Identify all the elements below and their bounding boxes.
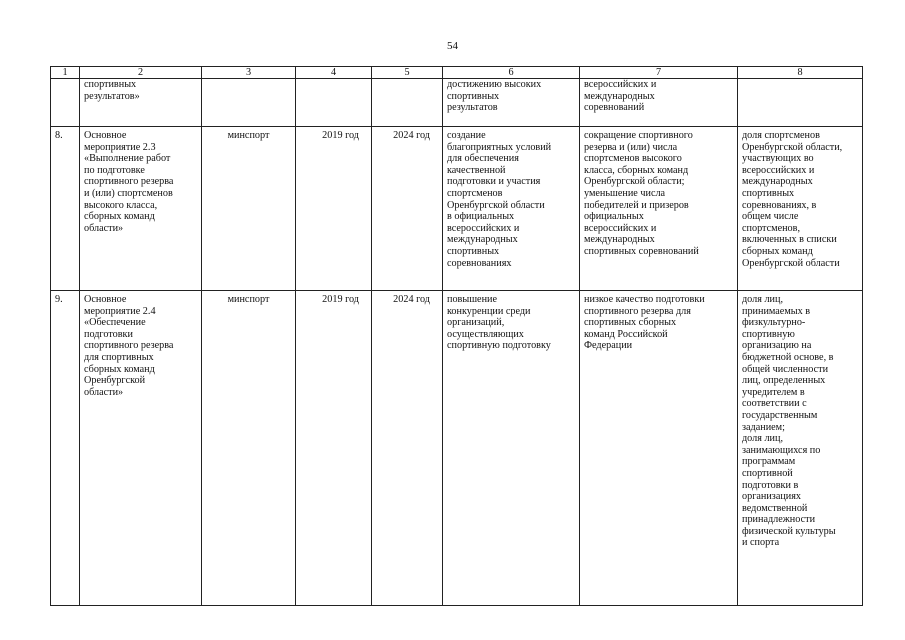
measures-table [50, 66, 863, 606]
executor [202, 79, 296, 127]
column-header-2: 2 [80, 67, 202, 79]
table-row [51, 127, 863, 291]
non-implementation-consequences: низкое качество подготовки спортивного резерва для спортивных сборных команд Российской Федерации [580, 291, 738, 606]
non-implementation-consequences: всероссийских и международных соревнований [580, 79, 738, 127]
start-year: 2019 год [296, 291, 372, 606]
non-implementation-consequences: сокращение спортивного резерва и (или) числа спортсменов высокого класса, сборных команд Оренбургской области; уменьшение числа победителей и призеров официальных всероссийских и международных спортивных соревнований [580, 127, 738, 291]
expected-result: повышение конкуренции среди организаций, осуществляющих спортивную подготовку [443, 291, 580, 606]
header-row [51, 67, 863, 79]
column-header-7: 7 [580, 67, 738, 79]
end-year: 2024 год [372, 127, 443, 291]
indicator: доля спортсменов Оренбургской области, участвующих во всероссийских и международных спортивных соревнованиях, в общем числе спортсменов, включенных в списки сборных команд Оренбургской области [738, 127, 863, 291]
column-header-5: 5 [372, 67, 443, 79]
indicator: доля лиц, принимаемых в физкультурно- спортивную организацию на бюджетной основе, в общей численности лиц, определенных учредителем в соответствии с государственным заданием; доля лиц, занимающихся по программам спортивной подготовки в организациях ведомственной принадлежности физической культуры и спорта [738, 291, 863, 606]
row-number: 9. [51, 291, 80, 606]
column-header-8: 8 [738, 67, 863, 79]
end-year [372, 79, 443, 127]
measure-name: Основное мероприятие 2.4 «Обеспечение подготовки спортивного резерва для спортивных сборных команд Оренбургской области» [80, 291, 202, 606]
column-header-4: 4 [296, 67, 372, 79]
end-year: 2024 год [372, 291, 443, 606]
expected-result: достижению высоких спортивных результатов [443, 79, 580, 127]
start-year [296, 79, 372, 127]
table-row [51, 79, 863, 127]
measure-name: Основное мероприятие 2.3 «Выполнение работ по подготовке спортивного резерва и (или) спортсменов высокого класса, сборных команд области» [80, 127, 202, 291]
column-header-6: 6 [443, 67, 580, 79]
start-year: 2019 год [296, 127, 372, 291]
page-number: 54 [447, 40, 458, 52]
measure-name: спортивных результатов» [80, 79, 202, 127]
table-row [51, 291, 863, 606]
expected-result: создание благоприятных условий для обеспечения качественной подготовки и участия спортсменов Оренбургской области в официальных всероссийских и международных спортивных соревнованиях [443, 127, 580, 291]
indicator [738, 79, 863, 127]
column-header-3: 3 [202, 67, 296, 79]
column-header-1: 1 [51, 67, 80, 79]
row-number [51, 79, 80, 127]
row-number: 8. [51, 127, 80, 291]
executor: минспорт [202, 291, 296, 606]
executor: минспорт [202, 127, 296, 291]
